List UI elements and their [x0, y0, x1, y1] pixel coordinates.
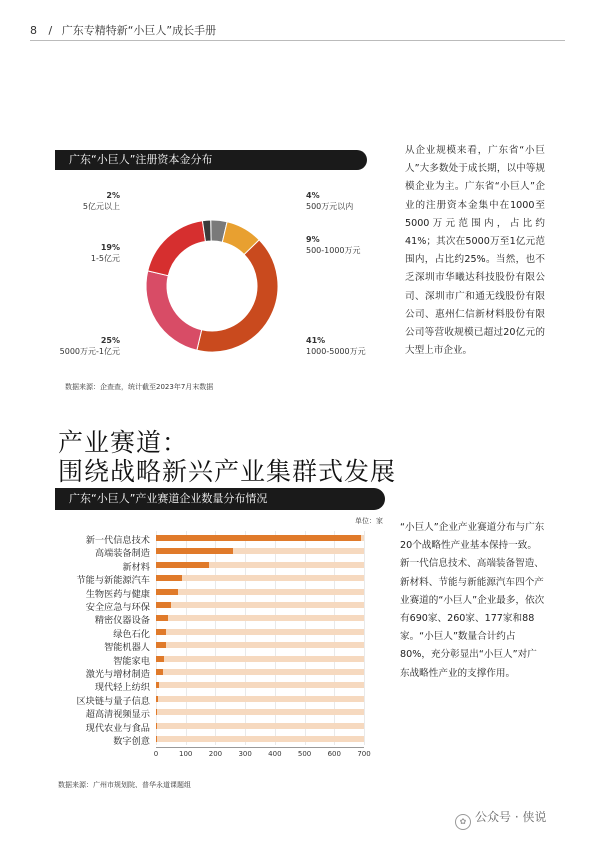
- donut-slice-5: [202, 220, 211, 241]
- x-tick-label: 500: [297, 750, 312, 759]
- category-label: 高端装备制造: [94, 548, 150, 560]
- x-tick-label: 200: [208, 750, 223, 759]
- category-label: 安全应急与环保: [85, 602, 150, 613]
- slice-label-1-5yi: [80, 242, 120, 264]
- bar: [156, 548, 233, 554]
- bar: [156, 602, 171, 608]
- x-tick-label: 0: [153, 750, 159, 759]
- donut-source: 数据来源：企查查，统计截至2023年7月末数据: [65, 383, 214, 391]
- slice-pct: 9%: [306, 235, 320, 244]
- category-label: 现代轻上纺织: [94, 682, 150, 694]
- donut-slice-1: [222, 222, 259, 255]
- x-tick-label: 300: [238, 750, 252, 759]
- wechat-icon: ✿: [455, 814, 471, 830]
- bar: [156, 629, 166, 635]
- category-label: 新材料: [122, 561, 150, 573]
- donut-slice-0: [211, 220, 227, 242]
- header-separator: /: [48, 24, 53, 37]
- donut-chart-title: 广东“小巨人”注册资本金分布: [55, 150, 367, 170]
- slice-range: 5亿元以上: [82, 202, 120, 211]
- slice-pct: 19%: [100, 243, 120, 252]
- watermark: [455, 808, 546, 830]
- x-tick-label: 600: [327, 750, 341, 759]
- bar: [156, 682, 159, 688]
- bar-chart-title: 广东“小巨人”产业赛道企业数量分布情况: [55, 488, 385, 510]
- slice-range: 500万元以内: [306, 202, 354, 211]
- gridline: [364, 531, 365, 745]
- bar: [156, 696, 158, 702]
- slice-pct: 2%: [106, 191, 120, 200]
- slice-range: 500-1000万元: [306, 246, 361, 255]
- bar-chart: [48, 527, 388, 777]
- bar-track: [156, 736, 364, 742]
- bar-track: [156, 615, 364, 621]
- bar: [156, 669, 163, 675]
- category-label: 节能与新能源汽车: [76, 575, 150, 587]
- x-tick-label: 100: [179, 750, 193, 759]
- slice-pct: 4%: [306, 191, 320, 200]
- bar-track: [156, 709, 364, 715]
- donut-slice-2: [197, 240, 278, 352]
- slice-range: 5000万元-1亿元: [59, 347, 120, 356]
- slice-label-1000-5000: [306, 335, 366, 357]
- bar: [156, 656, 164, 662]
- header-title: 广东专精特新“小巨人”成长手册: [61, 24, 217, 37]
- category-label: 绿色石化: [113, 628, 150, 640]
- bar: [156, 589, 178, 595]
- slice-pct: 41%: [306, 336, 326, 345]
- bar-track: [156, 642, 364, 648]
- donut-slice-3: [146, 271, 202, 350]
- bar-track: [156, 696, 364, 702]
- x-tick-label: 700: [357, 750, 371, 759]
- donut-slice-4: [148, 221, 206, 276]
- category-label: 智能家电: [113, 655, 150, 667]
- category-label: 区块链与量子信息: [76, 695, 150, 707]
- slice-label-500-1000: [306, 234, 361, 256]
- bar-source: 数据来源：广州市规划院、普华永道课题组: [58, 781, 191, 789]
- slice-label-5000-1yi: [55, 335, 120, 357]
- bar-track: [156, 656, 364, 662]
- scale-analysis-text: 从企业规模来看，广东省“小巨人”大多数处于成长期，以中等规模企业为主。广东省“小巨人”企业的注册资本金集中在1000至5000万元范围内，占比约41%；其次在5000万至1亿元范围内，占比约25%。当然，也不乏深圳市华曦达科技股份有限公司、深圳市广和通无线股份有限公司、惠州仁信新材料股份有限公司等营收规模已超过20亿元的大型上市企业。: [405, 145, 545, 357]
- bar: [156, 615, 168, 621]
- industry-analysis-text: “小巨人”企业产业赛道分布与广东20个战略性产业基本保持一致。新一代信息技术、高端装备智造、新材料、节能与新能源汽车四个产业赛道的“小巨人”企业最多，依次有690家、260家、177家和88家。“小巨人”数量合计约占80%，充分彰显出“小巨人”对广东战略性产业的支撑作用。: [400, 522, 545, 679]
- category-label: 激光与增材制造: [85, 669, 150, 680]
- header-rule: [30, 40, 565, 41]
- category-label: 智能机器人: [104, 642, 150, 654]
- bar: [156, 535, 361, 541]
- bar-track: [156, 602, 364, 608]
- slice-range: 1-5亿元: [90, 254, 120, 263]
- bar-track: [156, 723, 364, 729]
- bar-track: [156, 589, 364, 595]
- slice-range: 1000-5000万元: [306, 347, 366, 356]
- category-label: 数字创意: [113, 736, 150, 747]
- section-heading-line2: 围绕战略新兴产业集群式发展: [58, 457, 397, 486]
- category-label: 新一代信息技术: [85, 535, 150, 546]
- page-number: 8: [30, 24, 37, 37]
- slice-label-500: [306, 190, 353, 212]
- bar: [156, 642, 166, 648]
- x-axis: [156, 747, 364, 748]
- bar-track: [156, 629, 364, 635]
- bar-track: [156, 669, 364, 675]
- bar: [156, 709, 157, 715]
- bar-track: [156, 682, 364, 688]
- bar: [156, 575, 182, 581]
- bar-track: [156, 575, 364, 581]
- running-header: [30, 22, 216, 38]
- category-label: 精密仪器设备: [94, 615, 150, 627]
- category-label: 现代农业与食品: [85, 722, 150, 734]
- watermark-text: 公众号 · 侠说: [475, 810, 547, 824]
- slice-label-5yi: [80, 190, 120, 212]
- bar: [156, 723, 157, 729]
- bar: [156, 562, 209, 568]
- section-heading-line1: 产业赛道：: [58, 428, 189, 457]
- category-label: 超高清视频显示: [85, 709, 150, 721]
- slice-pct: 25%: [100, 336, 120, 345]
- bar-chart-unit: 单位：家: [355, 517, 383, 525]
- x-tick-label: 400: [268, 750, 282, 759]
- bar: [156, 736, 157, 742]
- category-label: 生物医药与健康: [85, 588, 150, 600]
